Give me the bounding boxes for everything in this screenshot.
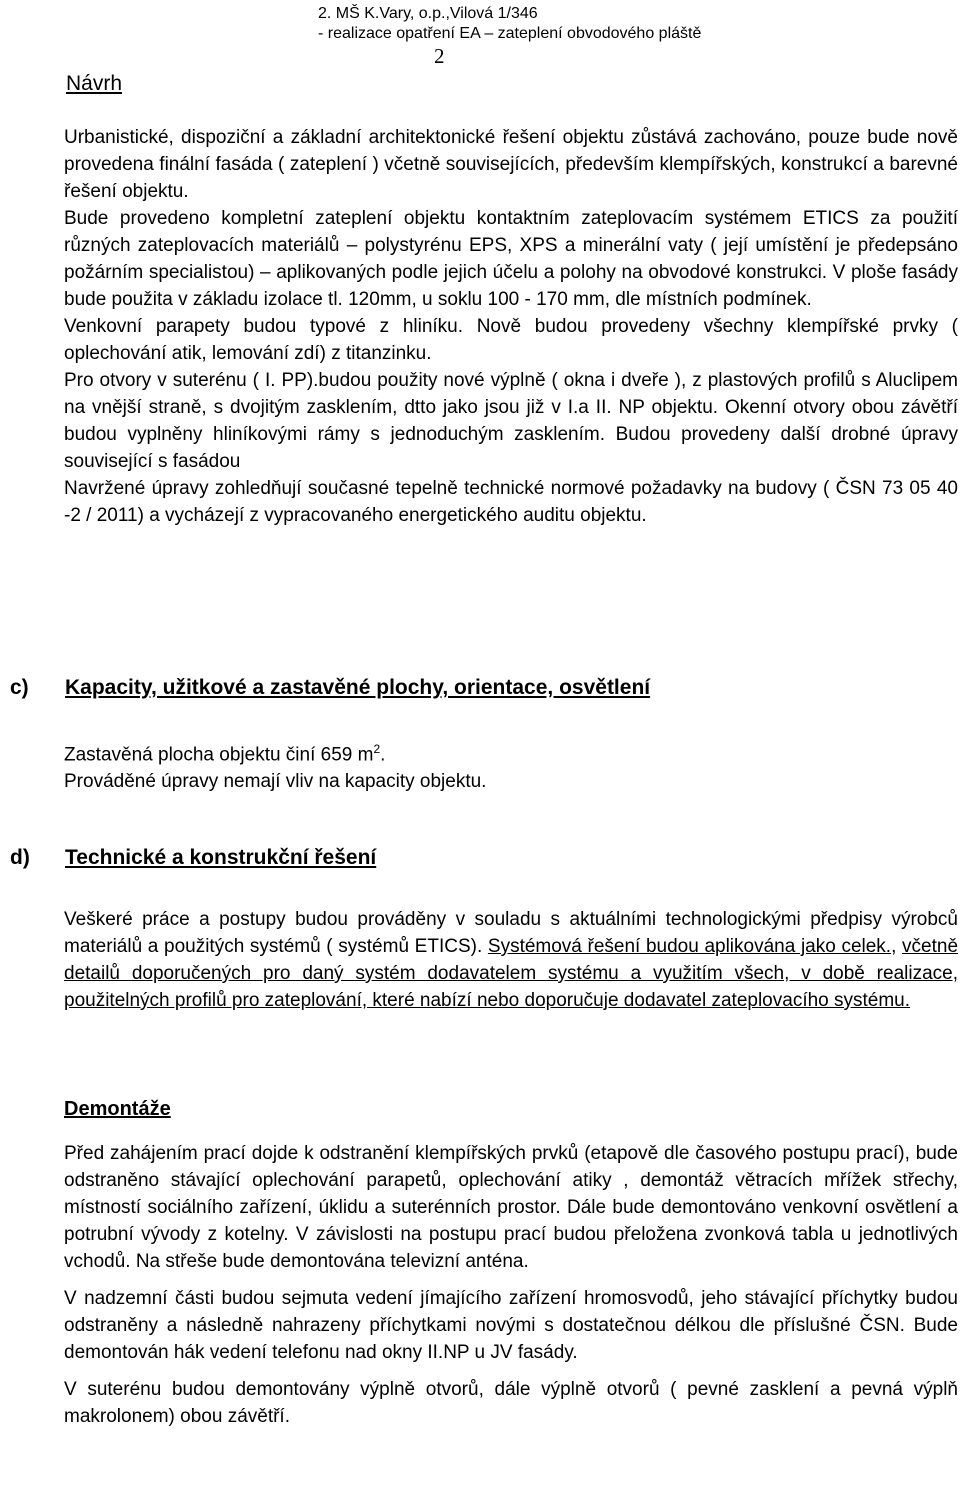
- intro-text: [64, 124, 958, 529]
- intro-paragraph-5: Navržené úpravy zohledňují současné tepelně technické normové požadavky na budovy ( ČSN 73 05 40 -2 / 2011) a vycházejí z vypracovaného energetického auditu objektu.: [64, 478, 958, 526]
- capacity-line: Prováděné úpravy nemají vliv na kapacity objektu.: [64, 771, 487, 793]
- section-d-paragraph: [64, 906, 958, 1014]
- demontaze-paragraph-1: Před zahájením prací dojde k odstranění klempířských prvků (etapově dle časového postupu prací), bude odstraněno stávající oplechování parapetů, oplechování atiky , demontáž větracích mřížek střechy, místností sociálního zařízení, úklidu a suterénních prostor. Dále bude demontováno venkovní osvětlení a potrubní vývody z kotelny. V závislosti na postupu prací budou přeložena zvonková tabla u jednotlivých vchodů. Na střeše bude demontována televizní anténa.: [64, 1143, 958, 1272]
- built-up-area-line: [64, 736, 958, 768]
- built-up-area-end: .: [380, 744, 386, 766]
- section-d-underlined-b: včetně detailů doporučených pro daný systém dodavatelem systému a využitím všech, v době realizace, použitelných profilů pro zateplování, které nabízí nebo doporučuje dodavatel zateplovacího systému.: [64, 936, 959, 1011]
- intro-paragraph-2: Bude provedeno kompletní zateplení objektu kontaktním zateplovacím systémem ETICS za použití různých zateplovacích materiálů – polystyrénu EPS, XPS a minerální vaty ( její umístění je předepsáno požárním specialistou) – aplikovaných podle jejich účelu a polohy na obvodové konstrukci. V ploše fasády bude použita v základu izolace tl. 120mm, u soklu 100 - 170 mm, dle místních podmínek.: [64, 208, 958, 310]
- section-d-plain-text: Veškeré práce a postupy budou prováděny v souladu s aktuálními technologickými předpisy výrobců materiálů a použitých systémů ( systémů ETICS).: [64, 909, 958, 957]
- section-c-letter: c): [10, 676, 29, 699]
- demontaze-paragraph-2: V nadzemní části budou sejmuta vedení jímajícího zařízení hromosvodů, jeho stávající příchytky budou odstraněny a následně nahrazeny příchytkami novými s dostatečnou délkou dle příslušné ČSN. Bude demontován hák vedení telefonu nad okny II.NP u JV fasády.: [64, 1288, 958, 1363]
- section-d-underlined-a: Systémová řešení budou aplikována jako celek.: [487, 936, 892, 957]
- section-title-navrh: Návrh: [66, 72, 123, 95]
- demontaze-body: [64, 1140, 958, 1430]
- intro-paragraph-3: Venkovní parapety budou typové z hliníku. Nově budou provedeny všechny klempířské prvky ( oplechování atik, lemování zdí) z titanzinku.: [64, 316, 958, 364]
- section-d-separator: ,: [891, 936, 903, 957]
- demontaze-paragraph-3: V suterénu budou demontovány výplně otvorů, dále výplně otvorů ( pevné zasklení a pevná výplň makrolonem) obou závětří.: [64, 1379, 958, 1427]
- section-d-title: Technické a konstrukční řešení: [65, 846, 377, 869]
- area-superscript: 2: [373, 742, 381, 756]
- intro-paragraph-1: Urbanistické, dispoziční a základní architektonické řešení objektu zůstává zachováno, pouze bude nově provedena finální fasáda ( zateplení ) včetně souvisejících, především klempířských, konstrukcí a barevné řešení objektu.: [64, 127, 958, 202]
- built-up-area-text: Zastavěná plocha objektu činí 659 m: [64, 744, 374, 766]
- section-c-body: [64, 736, 958, 795]
- header-line-1: 2. MŠ K.Vary, o.p.,Vilová 1/346: [318, 5, 538, 22]
- section-c-title: Kapacity, užitkové a zastavěné plochy, orientace, osvětlení: [65, 676, 651, 699]
- header-line-2: - realizace opatření EA – zateplení obvodového pláště: [318, 25, 702, 42]
- page-number: 2: [434, 44, 445, 68]
- demontaze-heading: Demontáže: [64, 1098, 171, 1120]
- section-d-body: [64, 906, 958, 1014]
- section-d-letter: d): [10, 846, 30, 869]
- intro-paragraph-4: Pro otvory v suterénu ( I. PP).budou použity nové výplně ( okna i dveře ), z plastových profilů s Aluclipem na vnější straně, s dvojitým zasklením, dtto jako jsou již v I.a II. NP objektu. Okenní otvory obou závětří budou vyplněny hliníkovými rámy s jednoduchým zasklením. Budou provedeny další drobné úpravy související s fasádou: [64, 370, 958, 472]
- page-header: [318, 4, 701, 44]
